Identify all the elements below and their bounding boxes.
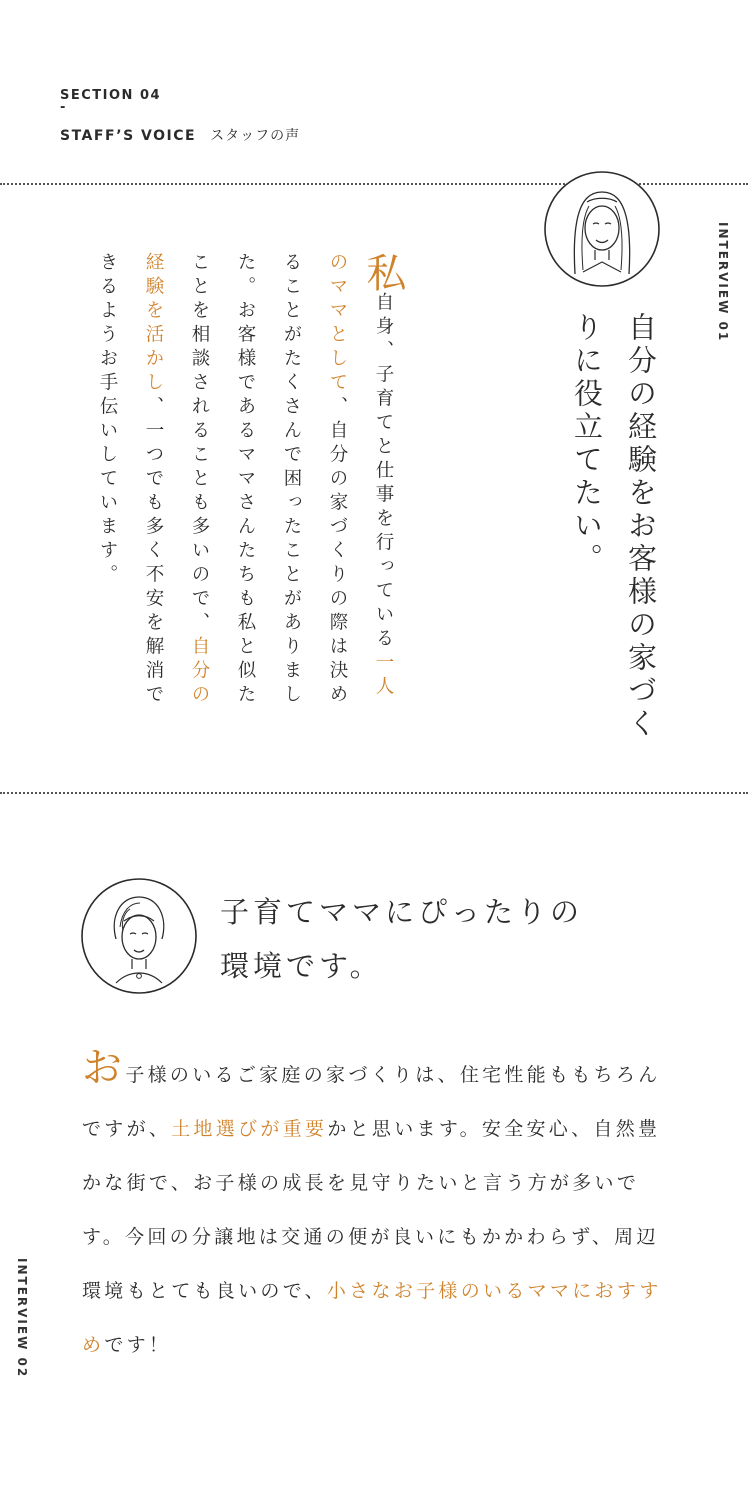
interview-01-heading: 自分の経験をお客様の家づくりに役立てたい。 [570,312,658,741]
interview-02-body [82,1045,666,1372]
interview-02-heading [220,885,640,993]
interview-02-text-2: かと思います。安全安心、自然豊かな街で、お子様の成長を見守りたいと言う方が多いです。今回の分譲地は交通の便が良いにもかかわらず、周辺環境もとても良いので、 [82,1118,661,1302]
interview-02-text-1: 子様のいるご家庭の家づくりは、住宅性能ももちろんですが、 [82,1064,661,1140]
staff-01-avatar-icon [543,170,661,288]
interview-01-drop-cap: 私 [360,252,406,292]
interview-02-label: INTERVIEW 02 [15,1258,29,1379]
interview-01-text-3: 、一つでも多く不安を解消できるようお手伝いしています。 [97,252,164,708]
interview-01-text-2: 、自分の家づくりの際は決めることがたくさんで困ったことがありました。お客様であるママさんたちも私と似たことを相談されることも多いので、 [189,252,348,708]
interview-01-body [84,252,406,722]
section-number: SECTION 04 [60,88,162,103]
interview-01-label: INTERVIEW 01 [716,222,730,343]
interview-02-text-3: です！ [104,1334,172,1356]
divider-middle [0,792,748,794]
interview-02-drop-cap: お [82,1045,126,1091]
interview-02-heading-line-1: 子育てママにぴったりの [220,895,584,929]
section-title-en: STAFF’S VOICE [60,128,197,144]
interview-02-highlight-2: 小さなお子様のいるママにおすすめ [82,1280,662,1356]
interview-02-highlight-1: 土地選びが重要 [171,1118,328,1140]
interview-01-highlight-2: 自分の経験を活かし [143,252,210,708]
staff-02-avatar-icon [80,877,198,995]
section-dash: - [60,100,66,115]
section-title [60,125,300,145]
interview-01-text-1: 自身、子育てと仕事を行っている [373,292,394,652]
interview-01-highlight-1: 一人のママとして [327,252,394,700]
section-title-jp: スタッフの声 [210,128,301,144]
interview-02-heading-line-2: 環境です。 [220,949,383,983]
